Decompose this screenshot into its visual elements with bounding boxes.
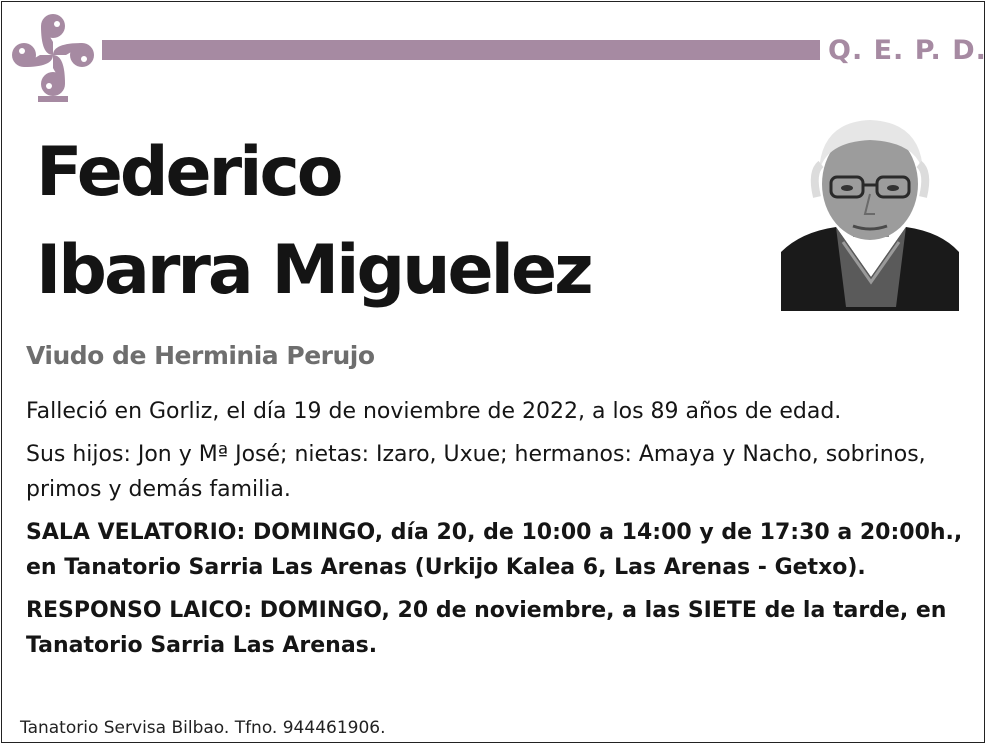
deceased-first-name: Federico <box>36 133 341 212</box>
header-rule <box>102 40 820 60</box>
obituary-card <box>1 1 985 743</box>
lauburu-icon <box>10 12 96 104</box>
deceased-subtitle: Viudo de Herminia Perujo <box>26 341 375 370</box>
family-paragraph: Sus hijos: Jon y Mª José; nietas: Izaro, Uxue; hermanos: Amaya y Nacho, sobrinos, primos y demás familia. <box>26 442 926 502</box>
qepd-label: Q. E. P. D. <box>828 35 987 66</box>
funeral-home-footer: Tanatorio Servisa Bilbao. Tfno. 944461906. <box>20 718 386 738</box>
obituary-body <box>26 394 970 671</box>
death-notice-paragraph: Falleció en Gorliz, el día 19 de noviembre de 2022, a los 89 años de edad. <box>26 399 842 424</box>
deceased-last-name: Ibarra Miguelez <box>36 231 591 310</box>
service-paragraph: RESPONSO LAICO: DOMINGO, 20 de noviembre, a las SIETE de la tarde, en Tanatorio Sarria Las Arenas. <box>26 598 947 658</box>
wake-paragraph: SALA VELATORIO: DOMINGO, día 20, de 10:00 a 14:00 y de 17:30 a 20:00h., en Tanatorio Sarria Las Arenas (Urkijo Kalea 6, Las Arenas - Getxo). <box>26 520 963 580</box>
portrait-photo <box>781 102 959 311</box>
